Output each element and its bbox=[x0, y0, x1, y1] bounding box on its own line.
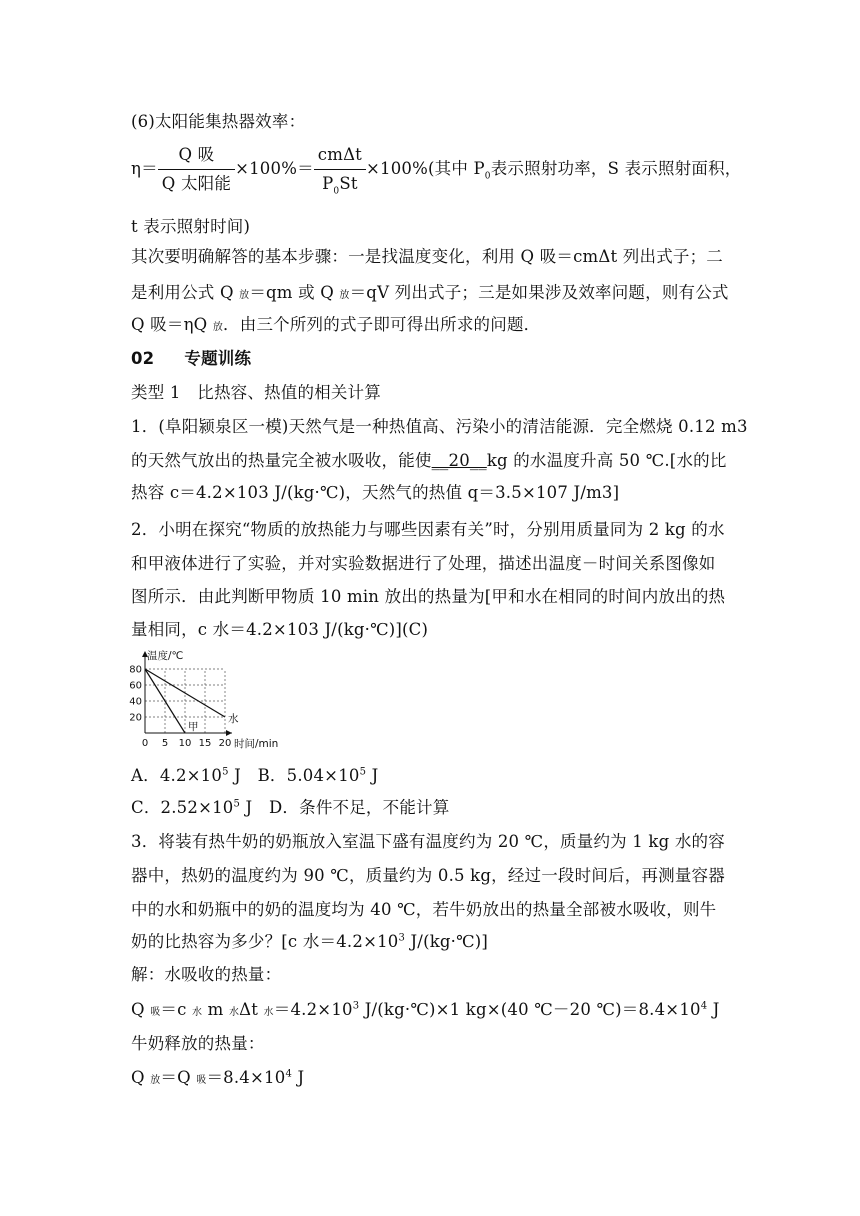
question-3-line: 中的水和奶瓶中的奶的温度均为 40 ℃，若牛奶放出的热量全部被水吸收，则牛 bbox=[131, 900, 717, 919]
formula-fraction-1 bbox=[158, 143, 235, 196]
solution-line: Q 吸＝c 水 m 水Δt 水$=4.2\times 10^3$ J/(kg·℃)×1 kg×(40 ℃－20 $℃)=8.4\times 10^4$ J bbox=[131, 1000, 720, 1019]
type-heading: 类型 1 比热容、热值的相关计算 bbox=[131, 383, 381, 402]
x-tick-label: 5 bbox=[161, 738, 169, 749]
text-line: 是利用公式 Q 放＝qm 或 Q 放＝qV 列出式子；三是如果涉及效率问题，则有公式 bbox=[131, 283, 729, 302]
efficiency-formula bbox=[131, 144, 741, 194]
solution-line: 解：水吸收的热量： bbox=[131, 965, 282, 984]
y-tick-label: 60 bbox=[129, 680, 142, 692]
text-line: 其次要明确解答的基本步骤：一是找温度变化，利用 Q 吸＝cmΔt 列出式子；二 bbox=[131, 247, 723, 266]
question-1-line: 的天然气放出的热量完全被水吸收，能使__20__kg 的水温度升高 50 ℃.[水的比 bbox=[131, 451, 727, 470]
question-2-line: 量相同，c 水＝4.2×103 J/(kg·℃)](C) bbox=[131, 620, 429, 639]
formula-fraction-2 bbox=[314, 143, 366, 196]
question-1-line: 1．(阜阳颍泉区一模)天然气是一种热值高、污染小的清洁能源．完全燃烧 0.12 m3 bbox=[131, 417, 748, 436]
y-tick-label: 80 bbox=[129, 664, 142, 676]
formula-tail: ×100%(其中 $P_0$表示照射功率，S 表示照射面积， bbox=[366, 159, 742, 182]
text-line: t 表示照射时间) bbox=[131, 217, 251, 236]
x-tick-label: 0 bbox=[141, 738, 149, 749]
x-tick-label: 20 bbox=[218, 738, 232, 749]
y-axis-label: 温度/℃ bbox=[147, 650, 184, 662]
formula-middle: ×100%＝ bbox=[235, 159, 314, 178]
section-heading: 02 专题训练 bbox=[131, 349, 252, 368]
solution-line: 牛奶释放的热量： bbox=[131, 1034, 265, 1053]
fraction-denominator: $P_0St$ bbox=[322, 173, 358, 196]
series-label: 甲 bbox=[188, 721, 199, 733]
text-line: Q 吸＝ηQ 放．由三个所列的式子即可得出所求的问题． bbox=[131, 315, 541, 334]
text-line: (6)太阳能集热器效率： bbox=[131, 112, 306, 131]
question-2-line: 2．小明在探究“物质的放热能力与哪些因素有关”时，分别用质量同为 2 kg 的水 bbox=[131, 520, 725, 539]
x-tick-label: 15 bbox=[198, 738, 212, 749]
options-line: C．$2.52\times 10^5$ J D．条件不足，不能计算 bbox=[131, 798, 450, 817]
question-1-line: 热容 c＝4.2×103 J/(kg·℃)，天然气的热值 q＝3.5×107 J/m3] bbox=[131, 483, 620, 502]
formula-eta: η＝ bbox=[131, 159, 158, 178]
question-2-line: 图所示．由此判断甲物质 10 min 放出的热量为[甲和水在相同的时间内放出的热 bbox=[131, 587, 726, 606]
series-label: 水 bbox=[228, 713, 239, 725]
question-2-line: 和甲液体进行了实验，并对实验数据进行了处理，描述出温度－时间关系图像如 bbox=[131, 554, 716, 573]
solution-line: Q 放＝Q 吸$=8.4\times 10^4$ J bbox=[131, 1068, 305, 1087]
question-3-line: 器中，热奶的温度约为 90 ℃，质量约为 0.5 kg，经过一段时间后，再测量容器 bbox=[131, 866, 725, 885]
temperature-time-chart bbox=[128, 648, 278, 752]
options-line: A．$4.2\times 10^5$ J B．$5.04\times 10^5$ J bbox=[131, 766, 379, 785]
y-tick-label: 40 bbox=[129, 696, 142, 708]
x-tick-label: 10 bbox=[178, 738, 192, 749]
answer-blank: __20__ bbox=[431, 451, 487, 470]
question-3-line: 奶的比热容为多少？[c 水$=4.2\times 10^3$ J/(kg·℃)] bbox=[131, 932, 489, 951]
y-tick-label: 20 bbox=[129, 712, 142, 724]
x-axis-label: 时间/min bbox=[234, 738, 278, 750]
question-3-line: 3．将装有热牛奶的奶瓶放入室温下盛有温度约为 20 ℃，质量约为 1 kg 水的容 bbox=[131, 832, 725, 851]
fraction-numerator: Q 吸 bbox=[158, 143, 235, 170]
fraction-numerator: cmΔt bbox=[314, 143, 366, 170]
fraction-denominator: Q 太阳能 bbox=[161, 173, 232, 193]
x-axis-arrow bbox=[226, 730, 232, 736]
